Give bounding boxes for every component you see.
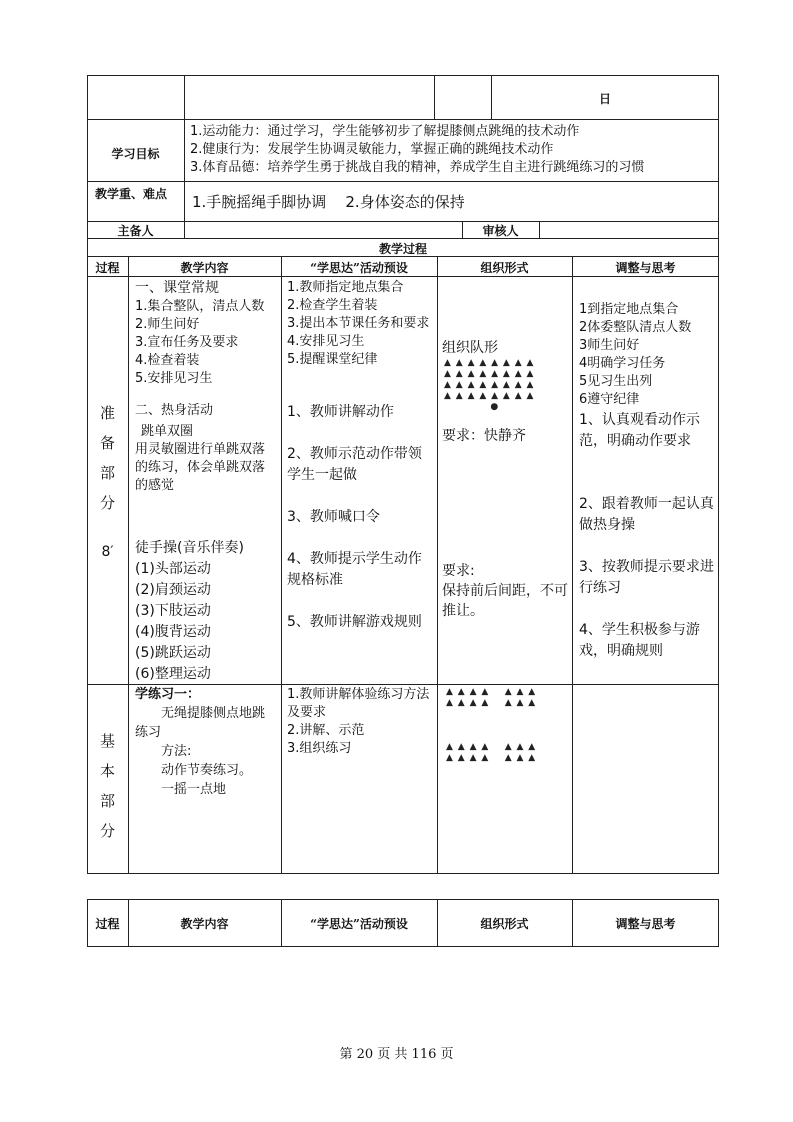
cell-divider: [491, 75, 492, 119]
method-label: 方法:: [161, 744, 192, 759]
formation-figure: ▲ ▲ ▲ ▲ ▲ ▲ ▲ ▲ ▲ ▲ ▲ ▲ ▲ ▲ ▲ ▲ ▲ ▲ ▲ ▲ ▲ ▲ ▲ ▲ ▲ ▲ ▲ ▲ ▲ ▲ ▲ ▲ ●: [444, 358, 535, 412]
warmup-item: 跳单双圈: [141, 424, 194, 439]
reflection-step: 1、认真观看动作示范，明确动作要求: [579, 412, 700, 449]
org-req2-label: 要求:: [442, 563, 475, 579]
cell-divider: [184, 75, 185, 119]
activity-step: 1、教师讲解动作: [287, 404, 394, 420]
content-line: 一、课堂常规: [135, 280, 219, 296]
key-points-label: 教学重、难点: [94, 187, 167, 201]
prep-warmup: [135, 402, 277, 495]
basic-content: [135, 686, 277, 799]
objective-item: 2.健康行为：发展学生协调灵敏能力，掌握正确的跳绳技术动作: [190, 142, 554, 157]
col-activity: “学思达”活动预设: [310, 261, 408, 275]
warmup-title: 二、热身活动: [135, 403, 214, 418]
content-line: 4.检查着装: [135, 353, 200, 368]
prep-reflection-a: [579, 301, 717, 409]
cell-divider: [184, 119, 185, 181]
warmup-desc: 用灵敏圈进行单跳双落的练习，体会单跳双落的感觉: [135, 442, 266, 493]
cell-divider: [184, 221, 185, 238]
reflection-step: 4、学生积极参与游戏，明确规则: [579, 622, 700, 659]
activity-line: 4.安排见习生: [287, 334, 365, 349]
reflection-line: 1到指定地点集合: [579, 302, 679, 317]
page-footer: 第 20 页 共 116 页: [339, 1047, 454, 1062]
exercise-line: (2)肩颈运动: [135, 582, 211, 598]
exercise-line: (6)整理运动: [135, 666, 211, 682]
activity-line: 1.教师讲解体验练习方法及要求: [287, 687, 430, 720]
practice-name: 无绳提膝侧点地跳练习: [135, 706, 266, 740]
content-line: 1.集合整队，清点人数: [135, 299, 265, 314]
col-divider: [572, 256, 573, 874]
activity-line: 1.教师指定地点集合: [287, 280, 404, 295]
col-reflection: 调整与思考: [615, 917, 676, 931]
exercise-line: (5)跳跃运动: [135, 645, 211, 661]
practice-formation-figure: ▲ ▲ ▲ ▲ ▲ ▲ ▲ ▲ ▲ ▲ ▲ ▲ ▲ ▲ ▲ ▲ ▲ ▲ ▲ ▲ ▲ ▲ ▲ ▲ ▲ ▲ ▲ ▲: [446, 687, 537, 763]
prep-stage-label: 准 备 部 分: [99, 404, 115, 512]
row-divider: [87, 276, 719, 277]
col-divider: [437, 256, 438, 874]
activity-step: 4、教师提示学生动作规格标准: [287, 551, 422, 588]
objectives-list: [190, 123, 718, 177]
col-content: 教学内容: [180, 917, 229, 931]
basic-activity: [287, 686, 433, 758]
org-requirement: 要求：快静齐: [442, 428, 526, 444]
activity-step: 3、教师喊口令: [287, 509, 380, 525]
date-label: 日: [598, 92, 611, 106]
prep-content: [135, 279, 280, 388]
row-divider: [87, 684, 719, 685]
activity-line: 2.讲解、示范: [287, 723, 365, 738]
row-divider: [87, 119, 719, 120]
activity-step: 5、教师讲解游戏规则: [287, 614, 422, 630]
content-line: 3.宣布任务及要求: [135, 335, 239, 350]
org-title: 组织队形: [442, 340, 498, 356]
method-line: 一摇一点地: [161, 782, 227, 797]
exercise-line: (1)头部运动: [135, 561, 211, 577]
org-req2: [442, 561, 570, 621]
cell-divider: [434, 75, 435, 119]
activity-line: 5.提醒课堂纪律: [287, 352, 378, 367]
col-content: 教学内容: [180, 261, 229, 275]
exercise-line: (3)下肢运动: [135, 603, 211, 619]
col-process: 过程: [95, 261, 120, 275]
reflection-line: 6遵守纪律: [579, 392, 640, 407]
activity-line: 2.检查学生着装: [287, 298, 378, 313]
reflection-line: 4明确学习任务: [579, 356, 666, 371]
objective-item: 3.体育品德：培养学生勇于挑战自我的精神，养成学生自主进行跳绳练习的习惯: [190, 160, 645, 175]
reflection-line: 5见习生出列: [579, 374, 653, 389]
row-divider: [87, 238, 719, 239]
method-line: 动作节奏练习。: [161, 763, 253, 778]
prep-time: 8′: [101, 544, 114, 560]
exercise-line: 徒手操(音乐伴奏): [135, 540, 244, 556]
preparer-label: 主备人: [117, 224, 154, 238]
content-line: 2.师生问好: [135, 317, 200, 332]
practice-title: 学练习一：: [135, 687, 201, 702]
basic-stage-label: 基 本 部 分: [99, 732, 115, 840]
reflection-line: 3师生问好: [579, 338, 640, 353]
col-organization: 组织形式: [480, 261, 529, 275]
reviewer-label: 审核人: [482, 224, 519, 238]
activity-line: 3.组织练习: [287, 741, 352, 756]
cell-divider: [184, 181, 185, 221]
row-divider: [87, 181, 719, 182]
col-activity: “学思达”活动预设: [310, 917, 408, 931]
exercise-line: (4)腹背运动: [135, 624, 211, 640]
prep-activity-b: [287, 402, 433, 633]
prep-activity-a: [287, 279, 433, 369]
process-title: 教学过程: [378, 242, 427, 256]
col-organization: 组织形式: [480, 917, 529, 931]
objectives-label: 学习目标: [111, 147, 160, 161]
org-req2-text: 保持前后间距，不可推让。: [442, 583, 568, 619]
prep-reflection-b: [579, 410, 715, 662]
reflection-step: 2、跟着教师一起认真做热身操: [579, 496, 714, 533]
col-process: 过程: [95, 917, 120, 931]
col-divider: [128, 256, 129, 874]
col-reflection: 调整与思考: [615, 261, 676, 275]
objective-item: 1.运动能力：通过学习，学生能够初步了解提膝侧点跳绳的技术动作: [190, 124, 580, 139]
reflection-line: 2体委整队清点人数: [579, 320, 692, 335]
content-line: 5.安排见习生: [135, 371, 213, 386]
activity-step: 2、教师示范动作带领学生一起做: [287, 446, 422, 483]
key-points-text: 1.手腕摇绳手脚协调 2.身体姿态的保持: [192, 193, 465, 211]
cell-divider: [539, 221, 540, 238]
activity-line: 3.提出本节课任务和要求: [287, 316, 430, 331]
col-divider: [281, 256, 282, 874]
reflection-step: 3、按教师提示要求进行练习: [579, 559, 714, 596]
prep-exercises: [135, 538, 280, 685]
row-divider: [87, 256, 719, 257]
